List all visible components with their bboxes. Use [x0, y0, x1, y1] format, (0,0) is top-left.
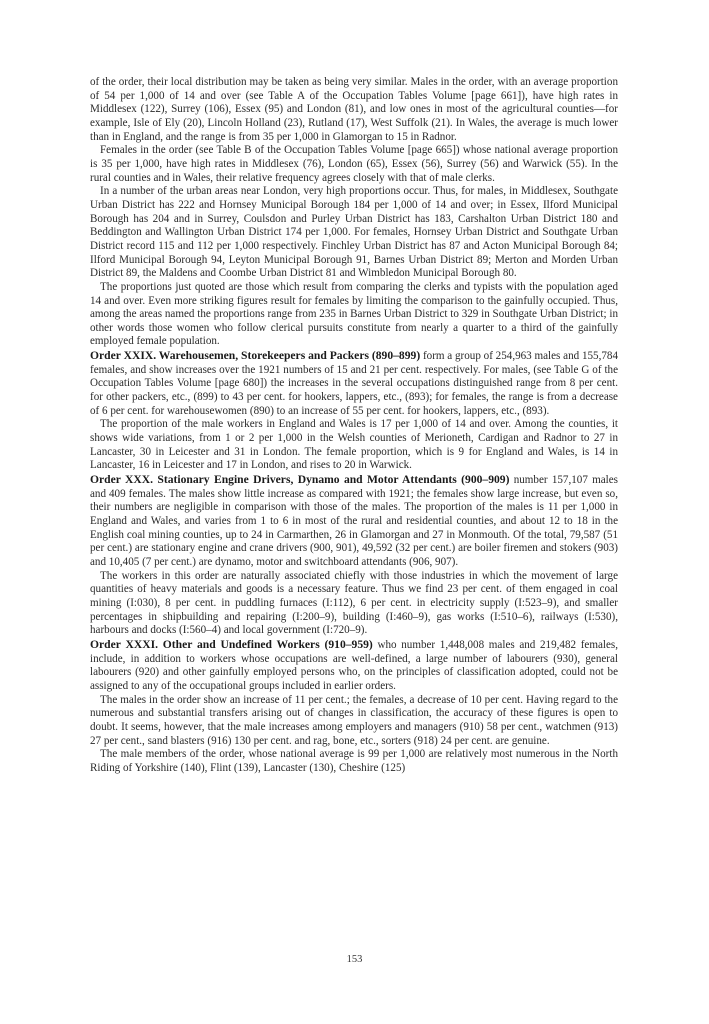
paragraph-males-increase: The males in the order show an increase of 11 per cent.; the females, a decrease of 10 per cent. Having regard to the numerous and substantial transfers arising out of changes in classification, the accuracy of these figures is open to doubt. It seems, however, that the male increases among employers and managers (910) 58 per cent., watchmen (913) 27 per cent., sand blasters (916) 130 per cent. and rag, bone, etc., sorters (918) 24 per cent. are genuine. [90, 693, 618, 747]
paragraph-proportions-quoted: The proportions just quoted are those which result from comparing the clerks and typists with the population aged 14 and over. Even more striking figures result for females by limiting the comparison to the gainfully occupied. Thus, among the areas named the proportions range from 235 in Barnes Urban District to 329 in Southgate Urban District; in other words those women who follow clerical pursuits constitute from nearly a quarter to a third of the gainfully employed female population. [90, 280, 618, 348]
order-xxx-heading: Order XXX. Stationary Engine Drivers, Dynamo and Motor Attendants (900–909) [90, 473, 510, 487]
order-xxx-text: number 157,107 males and 409 females. The males show little increase as compared with 1921; the females show large increase, but even so, their numbers are negligible in comparison with those of the males. The proportion of the males is 11 per 1,000 in England and Wales, and varies from 1 to 6 in most of the rural and residential counties, and about 12 to 18 in the English coal mining counties, up to 24 in Carmarthen, 26 in Glamorgan and 27 in Monmouth. Of the total, 79,587 (51 per cent.) are stationary engine and crane drivers (900, 901), 49,592 (32 per cent.) are boiler firemen and stokers (903) and 10,405 (7 per cent.) are dynamo, motor and switchboard attendants (906, 907). [90, 474, 618, 568]
order-xxxi-text: who number 1,448,008 males and 219,482 females, include, in addition to workers whose occupations are well-defined, a large number of labourers (930), general labourers (920) and other gainfully employed persons who, on the principles of classification adopted, could not be assigned to any of the occupational groups included in earlier orders. [90, 638, 618, 692]
paragraph-order-xxix [90, 349, 618, 418]
paragraph-urban-areas-london: In a number of the urban areas near London, very high proportions occur. Thus, for males, in Middlesex, Southgate Urban District has 222 and Hornsey Municipal Borough 184 per 1,000 of 14 and over; in Essex, Ilford Municipal Borough has 204 and in Surrey, Coulsdon and Purley Urban District has 183, Carshalton Urban District 180 and Beddington and Wallington Urban District 174 per 1,000. For females, Hornsey Urban District and Southgate Urban District record 115 and 112 per 1,000 respectively. Finchley Urban District has 87 and Acton Municipal Borough 84; Ilford Municipal Borough 94, Leyton Municipal Borough 91, Barnes Urban District 89; Merton and Morden Urban District 89, the Maldens and Coombe Urban District 81 and Wimbledon Municipal Borough 80. [90, 185, 618, 280]
paragraph-order-xxx [90, 473, 618, 570]
order-xxix-heading: Order XXIX. Warehousemen, Storekeepers and Packers (890–899) [90, 349, 421, 363]
paragraph-females-clerks: Females in the order (see Table B of the Occupation Tables Volume [page 665]) whose national average proportion is 35 per 1,000, have high rates in Middlesex (76), London (65), Essex (56), Surrey (56) and Warwick (55). In the rural counties and in Wales, their relative frequency agrees closely with that of male clerks. [90, 144, 618, 184]
order-xxix-text: form a group of 254,963 males and 155,784 females, and show increases over the 1921 numbers of 15 and 21 per cent. respectively. For males, (see Table G of the Occupation Tables Volume [page 680]) the increases in the several occupations distinguished range from 8 per cent. for other packers, etc., (899) to 43 per cent. for hookers, lappers, etc., (893); for females, the range is from a decrease of 6 per cent. for warehousewomen (890) to an increase of 55 per cent. for hookers, lappers, etc., (893). [90, 350, 618, 417]
order-xxxi-heading: Order XXXI. Other and Undefined Workers (910–959) [90, 637, 373, 651]
paragraph-clerks-distribution: of the order, their local distribution may be taken as being very similar. Males in the order, with an average proportion of 54 per 1,000 of 14 and over (see Table A of the Occupation Tables Volume [page 661]), have high rates in Middlesex (122), Surrey (106), Essex (95) and London (81), and low ones in most of the agricultural counties—for example, Isle of Ely (20), Lincoln Holland (23), Rutland (17), West Suffolk (21). In Wales, the average is much lower than in England, and the range is from 35 per 1,000 in Glamorgan to 15 in Radnor. [90, 76, 618, 143]
paragraph-male-workers-proportion: The proportion of the male workers in England and Wales is 17 per 1,000 of 14 and over. Among the counties, it shows wide variations, from 1 or 2 per 1,000 in the Welsh counties of Merioneth, Cardigan and Radnor to 27 in Lancaster, 30 in Leicester and 31 in London. The female proportion, which is 9 for England and Wales, is 14 in Lancaster, 16 in Leicester and 17 in London, and rises to 20 in Warwick. [90, 418, 618, 472]
document-page [90, 76, 618, 775]
page-number: 153 [346, 954, 363, 965]
paragraph-workers-industries: The workers in this order are naturally associated chiefly with those industries in which the movement of large quantities of heavy materials and goods is a necessary feature. Thus we find 23 per cent. of them engaged in coal mining (I:030), 8 per cent. in puddling furnaces (I:112), 6 per cent. in electricity supply (I:523–9), and smaller percentages in shipbuilding and repairing (I:200–9), building (I:460–9), gas works (I:510–6), railways (I:530), harbours and docks (I:560–4) and local government (I:720–9). [90, 569, 618, 637]
paragraph-order-xxxi [90, 638, 618, 694]
paragraph-male-members: The male members of the order, whose national average is 99 per 1,000 are relatively most numerous in the North Riding of Yorkshire (140), Flint (139), Lancaster (130), Cheshire (125) [90, 748, 618, 774]
